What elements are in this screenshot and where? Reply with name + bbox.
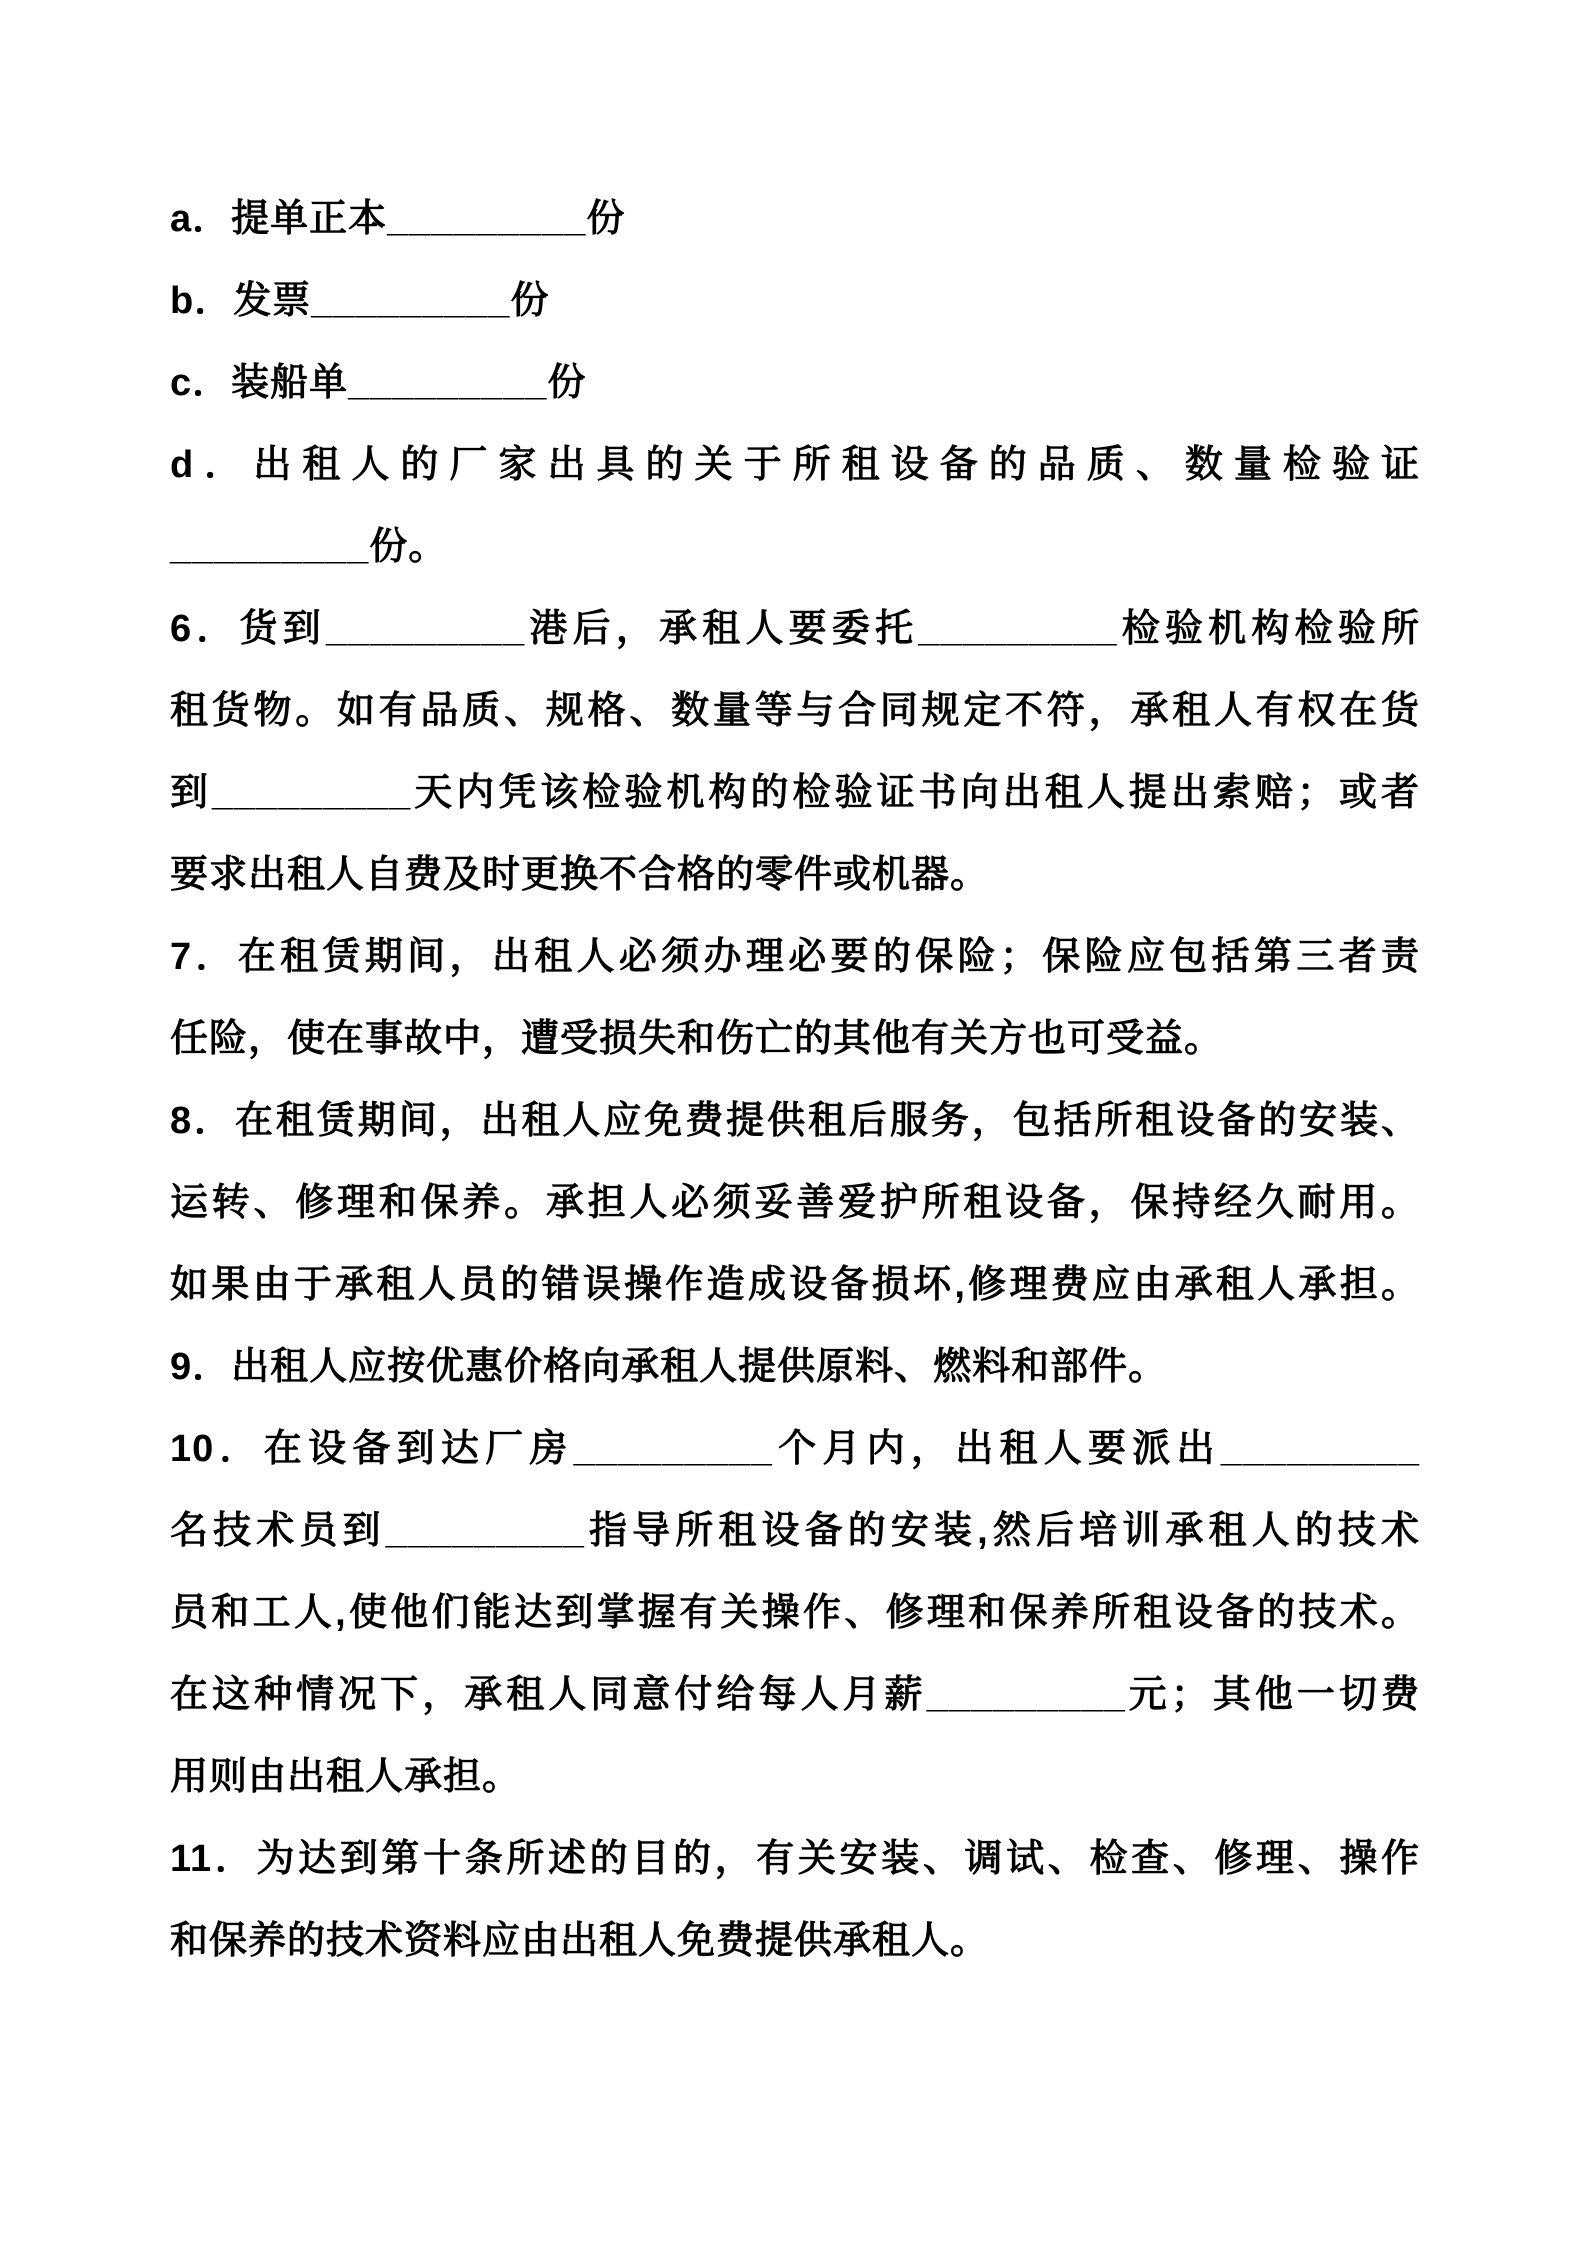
contract-line-d: d．出租人的厂家出具的关于所租设备的品质、数量检验证 xyxy=(170,444,1420,486)
contract-clause-8-line-2: 运转、修理和保养。承担人必须妥善爱护所租设备，保持经久耐用。 xyxy=(170,1182,1420,1224)
contract-clause-7-line-1: 7．在租赁期间，出租人必须办理必要的保险；保险应包括第三者责 xyxy=(170,936,1420,978)
contract-clause-10-line-1: 10．在设备到达厂房_________个月内，出租人要派出_________ xyxy=(170,1428,1420,1470)
contract-clause-6-line-3: 到_________天内凭该检验机构的检验证书向出租人提出索赔；或者 xyxy=(170,772,1420,814)
contract-clause-10-line-5: 用则由出租人承担。 xyxy=(170,1756,522,1798)
contract-clause-10-line-4: 在这种情况下，承租人同意付给每人月薪_________元；其他一切费 xyxy=(170,1674,1420,1716)
contract-clause-8-line-1: 8．在租赁期间，出租人应免费提供租后服务，包括所租设备的安装、 xyxy=(170,1100,1420,1142)
contract-line-d-cont: _________份。 xyxy=(170,526,448,568)
contract-clause-11-line-1: 11．为达到第十条所述的目的，有关安装、调试、检查、修理、操作 xyxy=(170,1838,1420,1880)
contract-clause-9-line-1: 9．出租人应按优惠价格向承租人提供原料、燃料和部件。 xyxy=(170,1346,1168,1388)
contract-line-c: c．装船单_________份 xyxy=(170,362,587,404)
contract-clause-7-line-2: 任险，使在事故中，遭受损失和伤亡的其他有关方也可受益。 xyxy=(170,1018,1224,1060)
contract-clause-10-line-3: 员和工人,使他们能达到掌握有关操作、修理和保养所租设备的技术。 xyxy=(170,1592,1420,1634)
contract-clause-11-line-2: 和保养的技术资料应由出租人免费提供承租人。 xyxy=(170,1920,990,1962)
contract-line-a: a．提单正本_________份 xyxy=(170,198,626,240)
contract-clause-10-line-2: 名技术员到_________指导所租设备的安装,然后培训承租人的技术 xyxy=(170,1510,1420,1552)
contract-clause-6-line-2: 租货物。如有品质、规格、数量等与合同规定不符，承租人有权在货 xyxy=(170,690,1420,732)
contract-clause-8-line-3: 如果由于承租人员的错误操作造成设备损坏,修理费应由承租人承担。 xyxy=(170,1264,1420,1306)
contract-clause-6-line-1: 6．货到_________港后，承租人要委托_________检验机构检验所 xyxy=(170,608,1420,650)
contract-line-b: b．发票_________份 xyxy=(170,280,550,322)
contract-clause-6-line-4: 要求出租人自费及时更换不合格的零件或机器。 xyxy=(170,854,990,896)
